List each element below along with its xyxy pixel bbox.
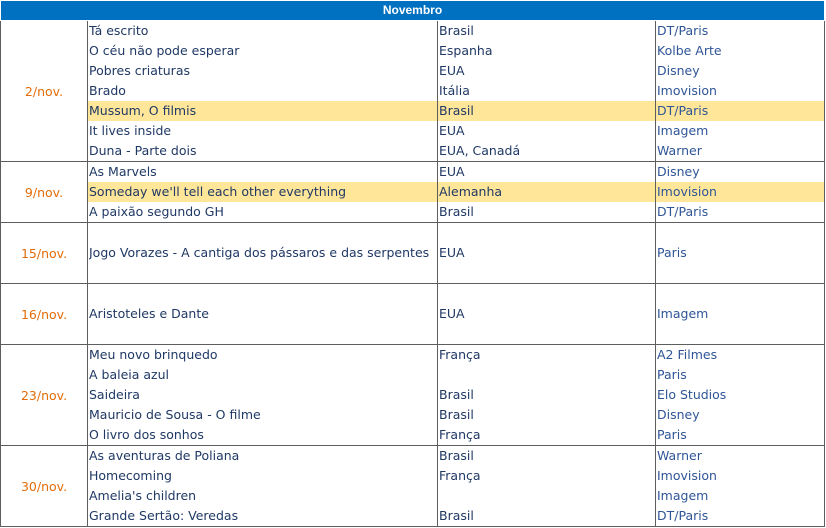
country-cell: Itália [439, 83, 470, 98]
table-row [88, 405, 824, 425]
country-cell: EUA [439, 306, 465, 321]
distributor-cell: Disney [657, 63, 700, 78]
distributor-cell: DT/Paris [657, 103, 709, 118]
country-cell: Brasil [439, 407, 474, 422]
release-date: 15/nov. [1, 223, 88, 283]
column-divider [437, 284, 438, 344]
distributor-cell: A2 Filmes [657, 347, 718, 362]
movie-title-cell: Someday we'll tell each other everything [89, 184, 347, 199]
movie-title-cell: Mussum, O filmis [89, 103, 197, 118]
distributor-cell: Paris [657, 245, 687, 260]
table-row [88, 162, 824, 182]
movie-title-cell: A paixão segundo GH [89, 204, 224, 219]
table-row [88, 141, 824, 161]
country-cell: França [439, 427, 481, 442]
country-cell: EUA, Canadá [439, 143, 521, 158]
country-cell: EUA [439, 245, 465, 260]
country-cell: França [439, 347, 481, 362]
release-date: 9/nov. [1, 162, 88, 222]
distributor-cell: Elo Studios [657, 387, 727, 402]
country-cell: Espanha [439, 43, 493, 58]
country-cell: Brasil [439, 204, 474, 219]
table-row [88, 21, 824, 41]
column-divider [655, 446, 656, 526]
movie-title-cell: Tá escrito [89, 23, 149, 38]
date-group [0, 21, 825, 162]
table-row [88, 506, 824, 526]
column-divider [437, 162, 438, 222]
column-divider [655, 21, 656, 161]
date-group [0, 223, 825, 284]
distributor-cell: DT/Paris [657, 23, 709, 38]
country-cell: EUA [439, 164, 465, 179]
release-date: 30/nov. [1, 446, 88, 526]
column-divider [655, 162, 656, 222]
column-divider [655, 223, 656, 283]
distributor-cell: Disney [657, 164, 700, 179]
country-cell: EUA [439, 123, 465, 138]
distributor-cell: Imagem [657, 488, 709, 503]
movie-title-cell: As Marvels [89, 164, 157, 179]
distributor-cell: Disney [657, 407, 700, 422]
table-row [88, 304, 824, 324]
movie-title-cell: Amelia's children [89, 488, 197, 503]
country-cell: Brasil [439, 448, 474, 463]
table-row [88, 486, 824, 506]
movie-title-cell: As aventuras de Poliana [89, 448, 240, 463]
movie-title-cell: Aristoteles e Dante [89, 306, 209, 321]
movie-title-cell: Brado [89, 83, 126, 98]
column-divider [655, 284, 656, 344]
movie-title-cell: Jogo Vorazes - A cantiga dos pássaros e das serpentes [89, 245, 430, 260]
distributor-cell: Imovision [657, 468, 717, 483]
country-cell: EUA [439, 63, 465, 78]
country-cell: Brasil [439, 23, 474, 38]
distributor-cell: DT/Paris [657, 508, 709, 523]
movie-title-cell: It lives inside [89, 123, 172, 138]
column-divider [437, 223, 438, 283]
distributor-cell: Imovision [657, 83, 717, 98]
table-row [88, 182, 824, 202]
release-date: 23/nov. [1, 345, 88, 445]
distributor-cell: Imagem [657, 123, 709, 138]
distributor-cell: Paris [657, 367, 687, 382]
country-cell: França [439, 468, 481, 483]
movie-title-cell: Mauricio de Sousa - O filme [89, 407, 261, 422]
table-row [88, 101, 824, 121]
movie-title-cell: Meu novo brinquedo [89, 347, 218, 362]
distributor-cell: Warner [657, 448, 702, 463]
release-date: 2/nov. [1, 21, 88, 161]
country-cell: Brasil [439, 103, 474, 118]
distributor-cell: DT/Paris [657, 204, 709, 219]
table-row [88, 121, 824, 141]
date-group [0, 284, 825, 345]
distributor-cell: Kolbe Arte [657, 43, 722, 58]
table-row [88, 425, 824, 445]
movie-title-cell: A baleia azul [89, 367, 170, 382]
distributor-cell: Imagem [657, 306, 709, 321]
table-row [88, 385, 824, 405]
distributor-cell: Warner [657, 143, 702, 158]
movie-title-cell: Grande Sertão: Veredas [89, 508, 239, 523]
country-cell: Brasil [439, 387, 474, 402]
movie-title-cell: Pobres criaturas [89, 63, 190, 78]
date-group [0, 446, 825, 527]
movie-title-cell: O livro dos sonhos [89, 427, 204, 442]
movie-title-cell: Homecoming [89, 468, 172, 483]
date-group [0, 345, 825, 446]
month-header: Novembro [1, 1, 824, 20]
country-cell: Alemanha [439, 184, 503, 199]
movie-title-cell: Saideira [89, 387, 140, 402]
distributor-cell: Paris [657, 427, 687, 442]
table-row [88, 345, 824, 365]
column-divider [437, 345, 438, 445]
movie-title-cell: O céu não pode esperar [89, 43, 240, 58]
column-divider [437, 21, 438, 161]
release-date: 16/nov. [1, 284, 88, 344]
movie-title-cell: Duna - Parte dois [89, 143, 197, 158]
table-row [88, 466, 824, 486]
country-cell [439, 486, 653, 506]
table-row [88, 243, 824, 263]
table-row [88, 41, 824, 61]
table-row [88, 202, 824, 222]
table-row [88, 365, 824, 385]
country-cell [439, 365, 653, 385]
date-group [0, 162, 825, 223]
table-row [88, 446, 824, 466]
column-divider [437, 446, 438, 526]
country-cell: Brasil [439, 508, 474, 523]
table-row [88, 81, 824, 101]
column-divider [655, 345, 656, 445]
table-row [88, 61, 824, 81]
distributor-cell: Imovision [657, 184, 717, 199]
